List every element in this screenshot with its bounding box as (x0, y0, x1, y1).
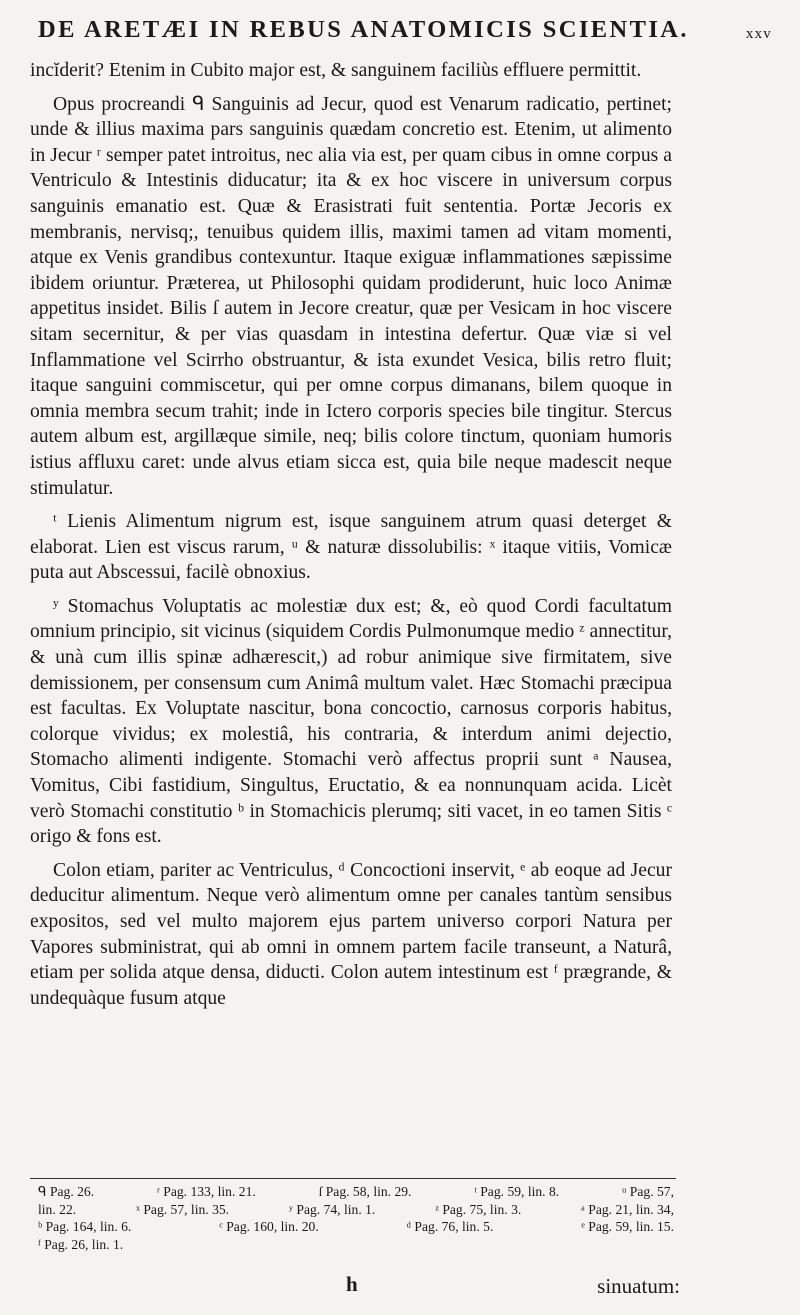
footnote-line (38, 1183, 674, 1201)
footnote: ᵃ Pag. 21, lin. 34, (581, 1201, 674, 1217)
catchword: sinuatum: (597, 1274, 680, 1298)
footnote: ᶜ Pag. 160, lin. 20. (219, 1219, 319, 1234)
footnote: ᵈ Pag. 76, lin. 5. (406, 1219, 494, 1234)
page-footer (30, 1272, 680, 1302)
footnote-divider (30, 1178, 676, 1179)
running-header (38, 16, 772, 52)
footnote: ʸ Pag. 74, lin. 1. (288, 1201, 376, 1217)
paragraph: ʸ Stomachus Voluptatis ac molestiæ dux est; &, eò quod Cordi facultatum omnium principio, sit vicinus (siquidem Cordis Pulmonumque medio ᶻ annectitur, & unà cum illis spinæ adhærescit,) ad robur animique sive firmitatem, sive demissionem, per consensum cum Animâ multum valet. Hæc Stomachi præcipua est facultas. Ex Voluptate nascitur, bona concoctio, carnosus corporis habitus, colorque vividus; ex molestiâ, his contraria, & interdum animi dejectio, Stomacho alimenti indigente. Stomachi verò affectus proprii sunt ᵃ Nausea, Vomitus, Cibi fastidium, Singultus, Eructatio, & ea nonnunquam acida. Licèt verò Stomachi constitutio ᵇ in Stomachicis plerumq; siti vacet, in eo tamen Sitis ᶜ origo & fons est. (30, 595, 672, 848)
footnote: ᶻ Pag. 75, lin. 3. (435, 1201, 522, 1217)
footnote: ʳ Pag. 133, lin. 21. (156, 1184, 256, 1199)
footnote: ᑫ Pag. 26. (38, 1184, 95, 1199)
footnotes (38, 1183, 674, 1253)
footnote-line (38, 1201, 674, 1219)
footnote: ˣ Pag. 57, lin. 35. (136, 1201, 230, 1217)
signature-mark: h (346, 1272, 358, 1296)
paragraph: ᵗ Lienis Alimentum nigrum est, isque sanguinem atrum quasi deterget & elaborat. Lien est viscus rarum, ᵘ & naturæ dissolubilis: ˣ itaque vitiis, Vomicæ puta aut Abscessui, facilè obnoxius. (30, 511, 672, 584)
footnote: ᵘ Pag. 57, (621, 1184, 674, 1199)
running-title: DE ARETÆI IN REBUS ANATOMICIS SCIENTIA. (38, 16, 689, 43)
footnote: ᵉ Pag. 59, lin. 15. (581, 1219, 674, 1234)
footnote: ᵗ Pag. 59, lin. 8. (474, 1184, 560, 1199)
footnote: ᶠ Pag. 26, lin. 1. (38, 1236, 124, 1252)
footnote: lin. 22. (38, 1201, 77, 1217)
footnote: ᵇ Pag. 164, lin. 6. (38, 1219, 132, 1234)
footnote: ſ Pag. 58, lin. 29. (318, 1184, 412, 1199)
footnote-line (38, 1218, 674, 1236)
paragraph: incĭderit? Etenim in Cubito major est, & sanguinem faciliùs effluere permittit. (30, 60, 642, 81)
main-text (30, 58, 672, 1011)
page-number: xxv (745, 26, 772, 42)
paragraph: Opus procreandi ᑫ Sanguinis ad Jecur, quod est Venarum radicatio, pertinet; unde & illius maxima pars sanguinis quædam concretio est. Etenim, ut alimento in Jecur ʳ semper patet introitus, nec alia via est, per quam cibus in omne corpus a Ventriculo & Intestinis diducatur; ita & ex hoc viscere in universum corpus sanguinis emanatio est. Quæ & Erasistrati fuit sententia. Portæ Jecoris ex membranis, nervisq;, tenuibus quidem illis, maximi tamen ad vitam momenti, atque ex Venis grandibus contexuntur. Itaque exiguæ inflammationes sæpissime ibidem oriuntur. Præterea, ut Philosophi quidam prodiderunt, huic loco Animæ appetitus insidet. Bilis ſ autem in Jecore creatur, quæ per Vesicam in hoc viscere sitam secernitur, & per vias quasdam in intestina defertur. Quæ viæ si vel Inflammatione vel Scirrho obstruantur, & ista exundet Vesica, bilis retro fluit; itaque sanguini commiscetur, qui per omne corpus dimanans, bilem quoque in omnia membra secum trahit; inde in Ictero corporis species bile tingitur. Stercus autem album est, argillæque simile, neq; bilis colore tinctum, quoniam humoris istius affluxu caret: unde alvus etiam sicca est, quia bile neque madescit neque stimulatur. (30, 93, 672, 499)
paragraph: Colon etiam, pariter ac Ventriculus, ᵈ Concoctioni inservit, ᵉ ab eoque ad Jecur deducitur alimentum. Neque verò alimentum omne per canales tantùm sensibus expositos, sed vel multo majorem ejus partem universo corpori Natura per Vapores subministrat, qui ab omni in omnem partem facile transeunt, a Naturâ, etiam per solida atque densa, diducti. Colon autem intestinum est ᶠ prægrande, & undequàque fusum atque (30, 859, 672, 1009)
footnote-line (38, 1236, 674, 1254)
